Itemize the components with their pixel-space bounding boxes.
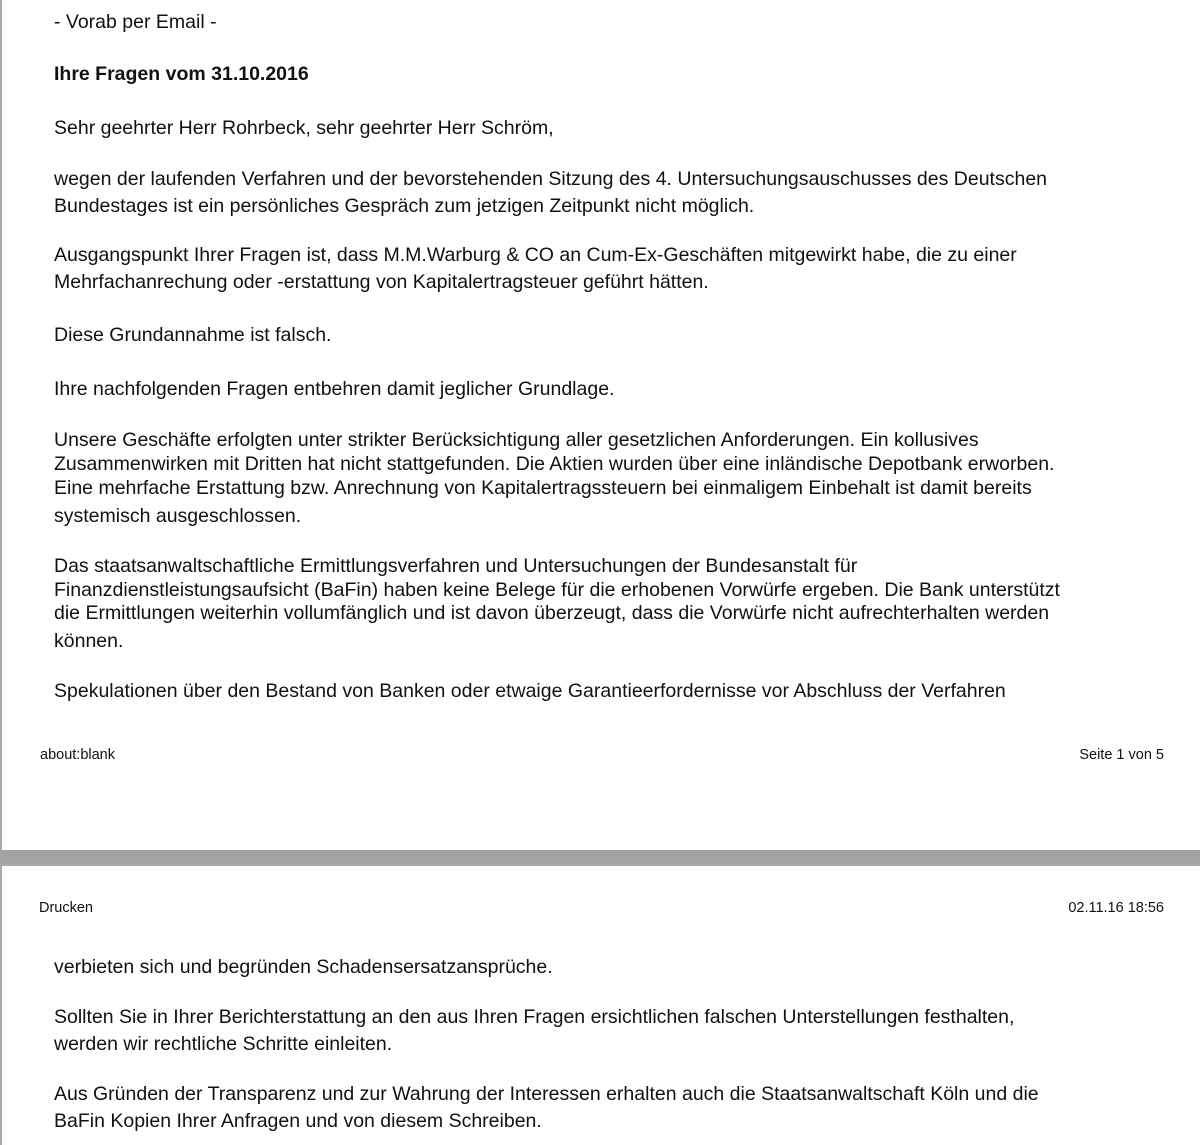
paragraph-line: BaFin Kopien Ihrer Anfragen und von diesem Schreiben. [54, 1110, 542, 1132]
paragraph-line: Mehrfachanrechung oder -erstattung von Kapitalertragsteuer geführt hätten. [54, 271, 709, 293]
paragraph-line: Diese Grundannahme ist falsch. [54, 324, 332, 346]
footer-url: about:blank [40, 747, 115, 763]
letter-subject: Ihre Fragen vom 31.10.2016 [54, 63, 309, 85]
paragraph-line: Aus Gründen der Transparenz und zur Wahrung der Interessen erhalten auch die Staatsanwaltschaft Köln und die [54, 1083, 1039, 1105]
header-timestamp: 02.11.16 18:56 [1068, 900, 1164, 916]
paragraph-line: können. [54, 630, 124, 652]
paragraph-line: systemisch ausgeschlossen. [54, 505, 302, 527]
paragraph-line: Ihre nachfolgenden Fragen entbehren damit jeglicher Grundlage. [54, 378, 615, 400]
paragraph-line: verbieten sich und begründen Schadensersatzansprüche. [54, 956, 553, 978]
paragraph-line: wegen der laufenden Verfahren und der bevorstehenden Sitzung des 4. Untersuchungsauschusses des Deutschen [54, 168, 1048, 190]
paragraph-line: Finanzdienstleistungsaufsicht (BaFin) haben keine Belege für die erhobenen Vorwürfe ergeben. Die Bank unterstützt [54, 579, 1060, 601]
paragraph-line: Spekulationen über den Bestand von Banken oder etwaige Garantieerfordernisse vor Abschluss der Verfahren [54, 680, 1006, 702]
paragraph-line: Sollten Sie in Ihrer Berichterstattung an den aus Ihren Fragen ersichtlichen falschen Unterstellungen festhalten, [54, 1006, 1015, 1028]
print-page-2 [0, 864, 1200, 1145]
salutation: Sehr geehrter Herr Rohrbeck, sehr geehrter Herr Schröm, [54, 117, 554, 139]
paragraph-line: Zusammenwirken mit Dritten hat nicht stattgefunden. Die Aktien wurden über eine inländische Depotbank erworben. [54, 453, 1055, 475]
paragraph-line: Ausgangspunkt Ihrer Fragen ist, dass M.M.Warburg & CO an Cum-Ex-Geschäften mitgewirkt habe, die zu einer [54, 244, 1017, 266]
header-print-label: Drucken [39, 900, 93, 916]
paragraph-line: Das staatsanwaltschaftliche Ermittlungsverfahren und Untersuchungen der Bundesanstalt für [54, 555, 858, 577]
paragraph-line: Bundestages ist ein persönliches Gespräch zum jetzigen Zeitpunkt nicht möglich. [54, 195, 755, 217]
paragraph-line: werden wir rechtliche Schritte einleiten. [54, 1033, 393, 1055]
paragraph-line: Unsere Geschäfte erfolgten unter strikter Berücksichtigung aller gesetzlichen Anforderungen. Ein kollusives [54, 429, 979, 451]
paragraph-line: die Ermittlungen weiterhin vollumfänglich und ist davon überzeugt, dass die Vorwürfe nicht aufrechterhalten werden [54, 602, 1050, 624]
page-separator [0, 850, 1200, 864]
vorab-note: - Vorab per Email - [54, 11, 217, 33]
page-number: Seite 1 von 5 [1079, 747, 1164, 763]
paragraph-line: Eine mehrfache Erstattung bzw. Anrechnung von Kapitalertragssteuern bei einmaligem Einbehalt ist damit bereits [54, 477, 1032, 499]
